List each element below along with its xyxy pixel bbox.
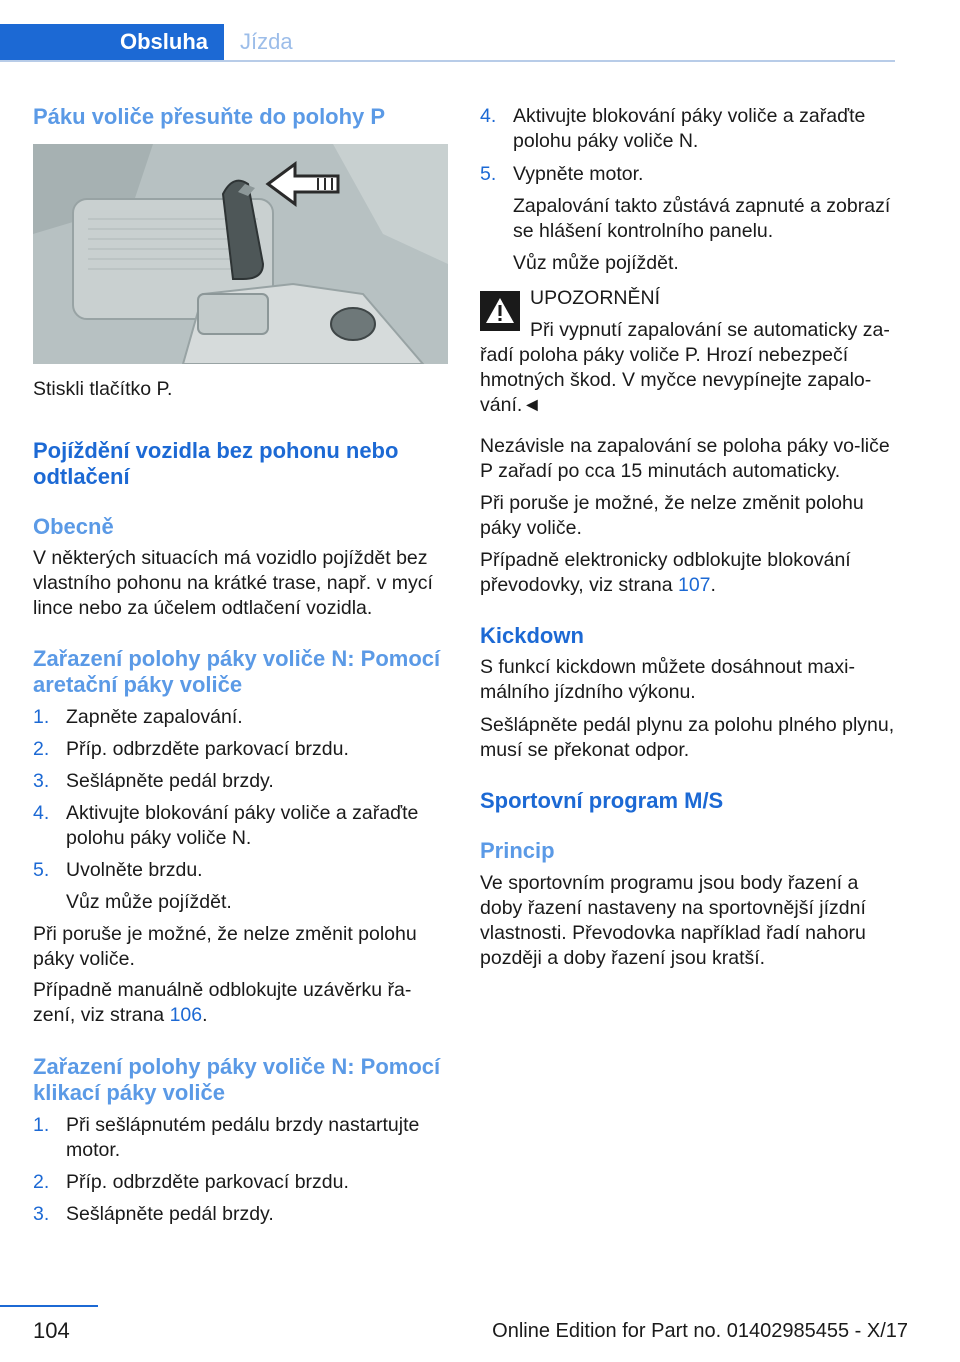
kickdown-paragraph-2: Sešlápněte pedál plynu za polohu plného plynu, musí se překonat odpor. [480, 714, 895, 761]
manual-unlock-suffix: . [202, 1004, 208, 1026]
list-sub-text-roll: Vůz může pojíždět. [513, 252, 679, 274]
tab-jizda[interactable]: Jízda [240, 29, 293, 54]
warning-text: řadí poloha páky voliče P. Hrozí nebezpečí hmotných škod. V myčce nevypínejte zapalo‐vání.◄ [480, 344, 872, 416]
list-text: Příp. odbrzděte parkovací brzdu. [66, 738, 349, 760]
list-number: 2. [33, 1171, 50, 1193]
right-column [480, 0, 895, 1362]
list-sub-text-ignition: Zapalování takto zůstává zapnuté a zobrazí se hlášení kontrolního panelu. [513, 195, 891, 242]
list-text: Vypněte motor. [513, 163, 644, 185]
electronic-unlock-paragraph [480, 548, 895, 598]
footer-accent-line [0, 1305, 98, 1307]
general-paragraph: V některých situacích má vozidlo pojíždět bez vlastního pohonu na krátké trase, např. v mycí lince nebo za účelem odtlačení vozidla. [33, 547, 433, 619]
list-number: 3. [33, 770, 50, 792]
list-text: Uvolněte brzdu. [66, 859, 203, 881]
list-number: 1. [33, 1114, 50, 1136]
manual-unlock-paragraph [33, 978, 451, 1028]
electronic-unlock-text: Případně elektronicky odblokujte blokování převodovky, viz strana [480, 549, 851, 596]
list-number: 1. [33, 706, 50, 728]
warning-triangle-icon [480, 291, 520, 331]
page-link-106[interactable]: 106 [169, 1004, 203, 1026]
photo-caption: Stiskli tlačítko P. [33, 378, 173, 400]
heading-principle: Princip [480, 838, 555, 863]
list-number: 5. [480, 163, 497, 185]
list-number: 5. [33, 859, 50, 881]
auto-p-paragraph: Nezávisle na zapalování se poloha páky vo‐liče P zařadí po cca 15 minutách automaticky. [480, 435, 890, 482]
heading-general: Obecně [33, 514, 114, 539]
list-text: Zapněte zapalování. [66, 706, 243, 728]
principle-paragraph: Ve sportovním programu jsou body řazení a doby řazení nastaveny na sportovnější jízdní vlastnosti. Převodovka například řadí nahoru později a doby řazení jsou kratší. [480, 872, 866, 969]
list-sub-text: Vůz může pojíždět. [66, 891, 232, 913]
fault-paragraph: Při poruše je možné, že nelze změnit polohu páky voliče. [480, 492, 864, 539]
gear-selector-illustration [33, 144, 448, 364]
warning-title: UPOZORNĚNÍ [530, 287, 661, 309]
page-number: 104 [33, 1318, 70, 1343]
gear-selector-photo [33, 144, 448, 364]
list-number: 4. [33, 802, 50, 824]
heading-move-to-p: Páku voliče přesuňte do polohy P [33, 104, 386, 129]
list-text: Aktivujte blokování páky voliče a zařaďte polohu páky voliče N. [66, 802, 419, 849]
edition-note: Online Edition for Part no. 01402985455 - X/17 [492, 1320, 908, 1342]
kickdown-paragraph: S funkcí kickdown můžete dosáhnout maxi‐málního jízdního výkonu. [480, 656, 856, 703]
warning-text-line1: Při vypnutí zapalování se automaticky za‐ [530, 319, 890, 341]
heading-n-click: Zařazení polohy páky voliče N: Pomocí klikací páky voliče [33, 1054, 441, 1105]
fault-paragraph: Při poruše je možné, že nelze změnit polohu páky voliče. [33, 923, 417, 970]
heading-kickdown: Kickdown [480, 623, 584, 648]
list-text: Aktivujte blokování páky voliče a zařaďte polohu páky voliče N. [513, 105, 866, 152]
list-text: Příp. odbrzděte parkovací brzdu. [66, 1171, 349, 1193]
manual-unlock-text: Případně manuálně odblokujte uzávěrku řa‐zení, viz strana [33, 979, 412, 1026]
heading-sport-program: Sportovní program M/S [480, 788, 724, 813]
heading-n-lever: Zařazení polohy páky voliče N: Pomocí aretační páky voliče [33, 646, 441, 697]
list-number: 2. [33, 738, 50, 760]
list-text: Sešlápněte pedál brzdy. [66, 1203, 274, 1225]
heading-towing: Pojíždění vozidla bez pohonu nebo odtlačení [33, 438, 399, 489]
list-text: Při sešlápnutém pedálu brzdy nastartujte motor. [66, 1114, 420, 1161]
electronic-unlock-suffix: . [710, 574, 716, 596]
tab-obsluha[interactable]: Obsluha [0, 24, 224, 60]
list-number: 3. [33, 1203, 50, 1225]
list-number: 4. [480, 105, 497, 127]
page-link-107[interactable]: 107 [677, 574, 711, 596]
list-text: Sešlápněte pedál brzdy. [66, 770, 274, 792]
